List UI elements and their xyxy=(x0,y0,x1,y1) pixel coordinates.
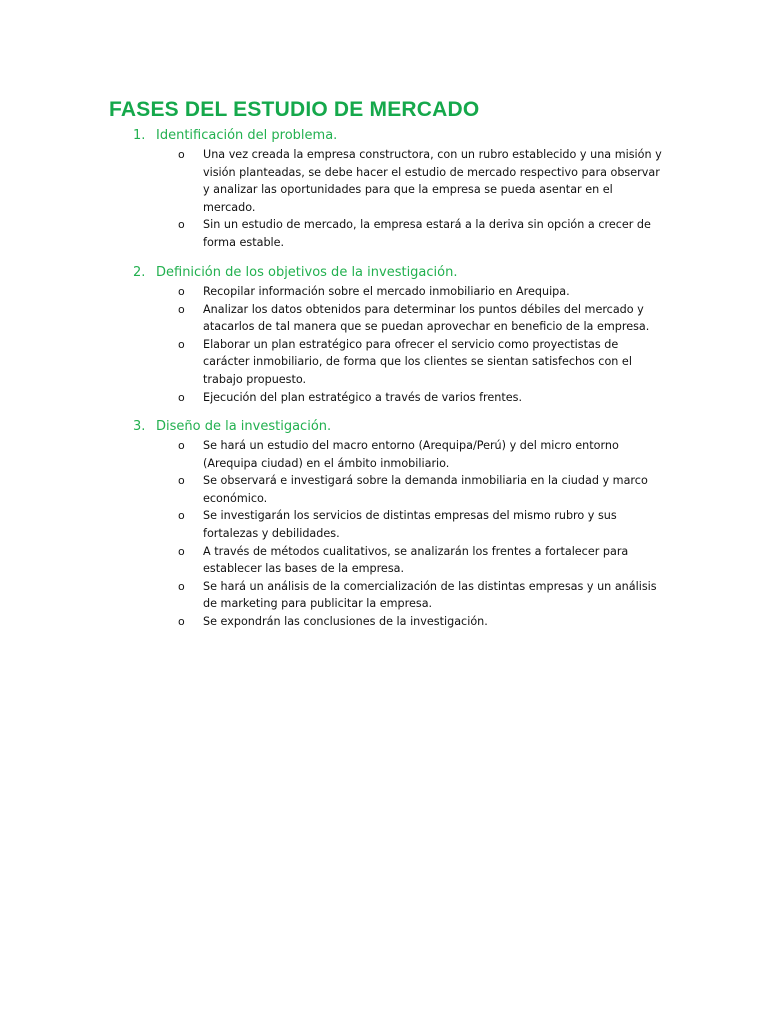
bullet-marker: o xyxy=(178,579,185,593)
bullet-marker: o xyxy=(178,439,185,452)
bullet-marker: o xyxy=(178,218,185,232)
list-item xyxy=(0,301,665,336)
list-item xyxy=(0,578,665,613)
list-item-text: Recopilar información sobre el mercado inmobiliario en Arequipa. xyxy=(203,285,570,298)
list-item-text: Se expondrán las conclusiones de la investigación. xyxy=(203,614,488,628)
bullet-marker: o xyxy=(178,285,185,298)
list-item-text: Una vez creada la empresa constructora, con un rubro establecido y una misión y visión planteadas, se debe hacer el estudio de mercado respectivo para observar y analizar las oportunidades para que la empresa se pueda asentar en el mercado. xyxy=(203,148,662,214)
section-heading-text: Definición de los objetivos de la investigación. xyxy=(156,265,458,280)
section-number: 1. xyxy=(133,128,146,143)
bullet-marker: o xyxy=(178,148,185,161)
section-item-list xyxy=(0,437,665,631)
list-item-text: Se hará un estudio del macro entorno (Arequipa/Perú) y del micro entorno (Arequipa ciudad) en el ámbito inmobiliario. xyxy=(203,439,619,470)
list-item xyxy=(0,472,665,507)
bullet-marker: o xyxy=(178,509,185,523)
section-heading xyxy=(133,264,457,282)
section-heading-text: Identificación del problema. xyxy=(156,128,338,143)
list-item xyxy=(0,216,665,251)
list-item-text: Analizar los datos obtenidos para determinar los puntos débiles del mercado y atacarlos de tal manera que se puedan aprovechar en beneficio de la empresa. xyxy=(203,302,650,334)
list-item xyxy=(0,146,665,216)
page-title: FASES DEL ESTUDIO DE MERCADO xyxy=(109,98,480,121)
bullet-marker: o xyxy=(178,614,185,628)
list-item xyxy=(0,543,665,578)
section-heading xyxy=(133,418,331,436)
list-item-text: A través de métodos cualitativos, se analizarán los frentes a fortalecer para establecer las bases de la empresa. xyxy=(203,544,629,576)
list-item-text: Se observará e investigará sobre la demanda inmobiliaria en la ciudad y marco económico. xyxy=(203,474,648,505)
list-item-text: Se investigarán los servicios de distintas empresas del mismo rubro y sus fortalezas y debilidades. xyxy=(203,509,617,540)
list-item-text: Se hará un análisis de la comercialización de las distintas empresas y un análisis de marketing para publicitar la empresa. xyxy=(203,579,657,611)
bullet-marker: o xyxy=(178,544,185,558)
list-item-text: Sin un estudio de mercado, la empresa estará a la deriva sin opción a crecer de forma estable. xyxy=(203,218,651,249)
bullet-marker: o xyxy=(178,390,185,404)
section-heading xyxy=(133,127,337,145)
list-item xyxy=(0,507,665,542)
list-item xyxy=(0,389,665,407)
list-item xyxy=(0,613,665,631)
bullet-marker: o xyxy=(178,302,185,316)
section-item-list xyxy=(0,146,665,252)
section-heading-text: Diseño de la investigación. xyxy=(156,419,332,434)
list-item-text: Elaborar un plan estratégico para ofrecer el servicio como proyectistas de carácter inmobiliario, de forma que los clientes se sientan satisfechos con el trabajo propuesto. xyxy=(203,337,632,386)
section-number: 2. xyxy=(133,265,146,280)
list-item xyxy=(0,437,665,472)
list-item-text: Ejecución del plan estratégico a través de varios frentes. xyxy=(203,390,523,404)
list-item xyxy=(0,283,665,301)
list-item xyxy=(0,336,665,389)
section-item-list xyxy=(0,283,665,406)
bullet-marker: o xyxy=(178,337,185,351)
section-number: 3. xyxy=(133,419,146,434)
bullet-marker: o xyxy=(178,474,185,488)
